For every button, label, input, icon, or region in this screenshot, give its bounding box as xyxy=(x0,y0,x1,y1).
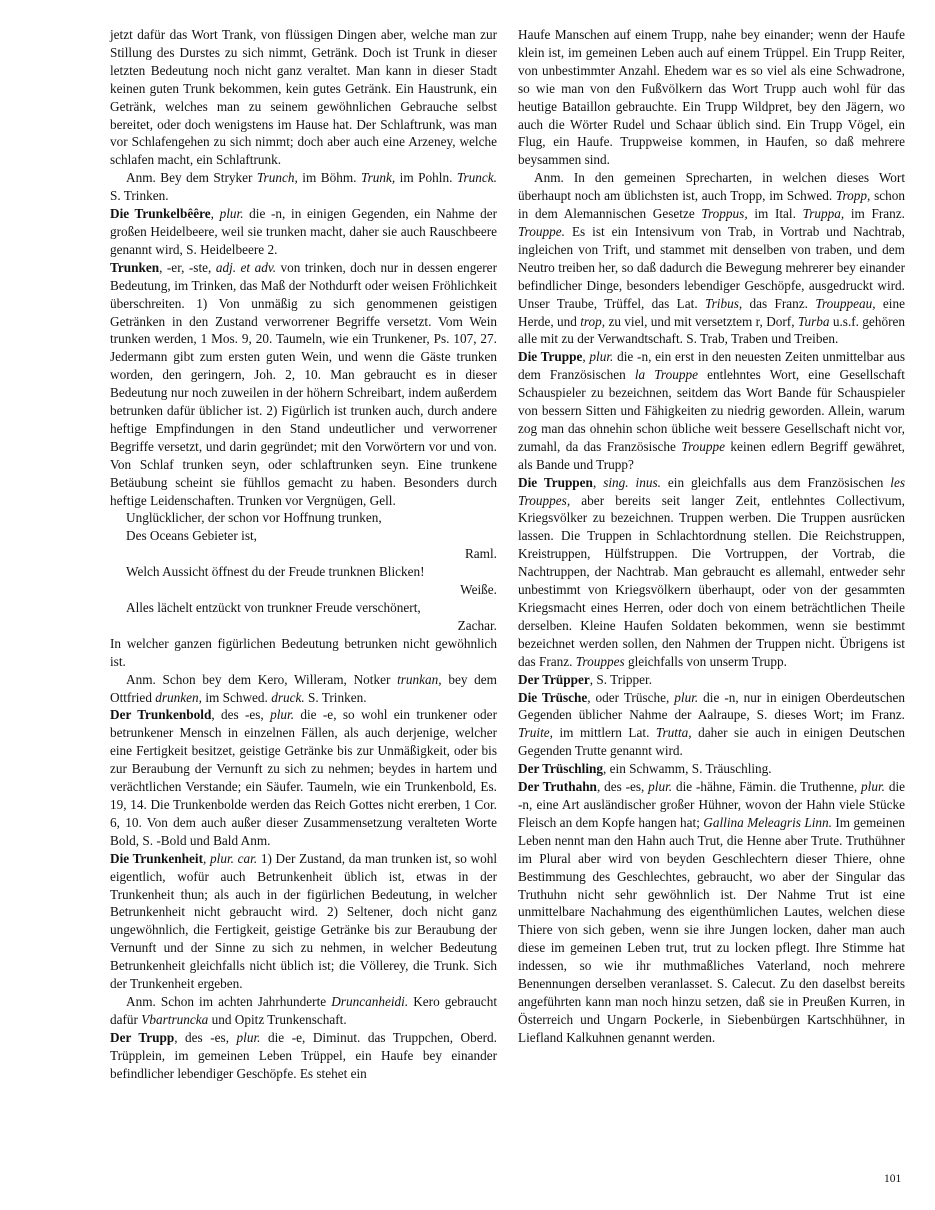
text-run: , xyxy=(592,474,604,490)
paragraph xyxy=(110,635,497,671)
paragraph xyxy=(518,689,905,761)
text-run: u.s.f. gehören alle mit zu der Verwandtschaft. S. Trab, Traben und Treiben. xyxy=(518,313,905,347)
text-run: Unglücklicher, der schon vor Hoffnung trunken, xyxy=(126,510,382,526)
text-run: von trinken, doch nur in dessen engerer Bedeutung, im Trinken, das Maß der Nothdurft oder weisen Fröhlichkeit überschreiten. 1) Von unmäßig zu sich genommenen geistigen Getränken in den Zustand verworrener Begriffe versetzt. Vom Wein trunken werden, 1 Mos. 9, 20. Taumeln, wie ein Trunkener, Ps. 107, 27. Jedermann gibt zum ersten guten Wein, und wenn die Gäste trunken worden, den geringern, Joh. 2, 10. Man gebraucht es in dieser Bedeutung nur noch zuweilen in der höhern Schreibart, indem außerdem betrunken dafür üblicher ist. 2) Figürlich ist trunken auch, durch andere heftige Empfindungen in den Stand undeutlicher und verworrener Begriffe versetzt, und darin gegründet; mit den Vorwörtern vor und von. Von Schlaf trunken seyn, oder schlaftrunken seyn. Eine trunkene Betäubung scheint sie fühllos gemacht zu haben. Besonders durch heftige Leidenschaften. Trunken vor Vergnügen, Gell. xyxy=(110,259,497,508)
text-run: entlehntes Wort, eine Gesellschaft Schauspieler zu bezeichnen, seitdem das Wort Bande für Schauspieler von bessern Sitten und Fähigkeiten zu niedrig geworden. Allein, warum zog man das ohnehin schon übliche weit bessere Gesellschaft nicht vor, zumahl, da das Französische xyxy=(518,367,905,454)
italic-text: la Trouppe xyxy=(634,367,698,383)
text-run: ein gleichfalls aus dem Französischen xyxy=(660,474,891,490)
text-run: Haufe Manschen auf einem Trupp, nahe bey einander; wenn der Haufe klein ist, im gemeinen Leben auch auf einem Trüppel. Ein Trupp Reiter, von unbestimmter Anzahl. Ehedem war es so viel als eine Schwadrone, so wie man von den Fußvölkern das Wort Trupp auch wohl für das heutige Bataillon gebrauchte. Ein Trupp Wildpret, bey den Jägern, wo auch die Wörter Rudel und Schaar üblich sind. Ein Trupp Vögel, ein Flug, ein Haufe. Truppweise kommen, in Haufen, so daß mehrere beysammen sind. xyxy=(518,27,905,168)
paragraph xyxy=(518,26,905,169)
paragraph xyxy=(110,1029,497,1083)
text-run: Kero gebraucht dafür xyxy=(110,993,497,1027)
paragraph xyxy=(518,671,905,689)
text-run: aber bereits seit langer Zeit, entlehntes Collectivum, Kriegsvölker zu bezeichnen. Truppen werben. Die Truppen ausrücken lassen. Die Truppen in Schlachtordnung stellen. Die Reichstruppen, Kreistruppen, Hülfstruppen. Die Vortruppen, der Vortrab, die Nachtruppen, der Nachtrab. Man gebraucht es allemahl, entweder sehr unbestimmt von Kriegsvölkern überhaupt, oder von der gesammten Kriegsmacht eines Herren, oder doch von einem beträchtlichen Theile derselben. Kleine Haufen Soldaten bekommen, wenn sie bestimmt bezeichnet werden sollen, den Nahmen der Truppen nicht. Übrigens ist das Franz. xyxy=(518,492,905,669)
paragraph xyxy=(110,671,497,707)
text-run: Im gemeinen Leben nennt man den Hahn auch Trut, die Henne aber Trute. Truthühner im Plural aber wird von beyden Geschlechtern dieser Thiere, ohne Bestimmung des Geschlechtes, gebraucht, wo aber der Singular das Truthuhn nicht sehr gewöhnlich ist. Der Nahme Trut ist eine unmittelbare Nachahmung des eigenthümlichen Lautes, welchen diese Thiere von sich geben, wenn sie ihre Jungen locken, daher man auch diese im gemeinen Leben trut, trut zu locken pflegt. Ihre Stimme hat indessen, so wie ihr muthmaßliches Vaterland, noch mehrere Benennungen derselben veranlasset. S. Calecut. Zu den daselbst bereits angeführten kann man noch hinzu setzen, daß sie in Preußen Kurren, in Österreich und Ungarn Pockerle, in Siebenbürgen Kartschhühner, in Liefland Kalkuhnen genannt werden. xyxy=(518,814,905,1045)
text-run: schon in dem Alemannischen Gesetze xyxy=(518,188,905,222)
text-run: im mittlern Lat. xyxy=(552,725,656,741)
text-run: Welch Aussicht öffnest du der Freude trunknen Blicken! xyxy=(126,564,425,580)
italic-text: Trunk, xyxy=(360,170,396,186)
text-run: im Böhm. xyxy=(297,170,361,186)
text-run: daher sie auch in einigen Deutschen Gegenden Trutte genannt wird. xyxy=(518,725,906,759)
italic-text: Trouppe. xyxy=(518,223,565,239)
entry-headword: Die Trüsche xyxy=(518,689,588,705)
italic-text: Turba xyxy=(797,313,830,329)
italic-text: Trouppe xyxy=(681,438,726,454)
italic-text: Trunck. xyxy=(456,170,497,186)
text-run: 1) Der Zustand, da man trunken ist, so wohl eigentlich, wofür auch Betrunkenheit üblich ist, etwas in der Trunkenheit thun; als auch in der figürlichen Bedeutung, in welcher Betrunkenheit nicht gebraucht wird. 2) Seltener, doch nicht ganz ungewöhnlich, die Fertigkeit, geistige Getränke bis zur Beraubung der Vernunft und der Sinne zu sich zu nehmen, in welcher Bedeutung Betrunkenheit gleichfalls nicht üblich ist; die Völlerey, die Trunk. Sich der Trunkenheit ergeben. xyxy=(110,850,498,992)
verse-line xyxy=(110,509,497,527)
text-run: Es ist ein Intensivum von Trab, in Vortrab und Nachtrab, ingleichen von Trift, und stammet mit denselben von traben, und dem Neutro treiben her, so daß dadurch die Bewegung mehrerer bey einander befindlicher Dinge, besonders lebendiger Geschöpfe, ausgedruckt wird. Unser Traube, Trüffel, das Lat. xyxy=(518,223,905,311)
italic-text: Trouppes xyxy=(575,653,625,669)
paragraph xyxy=(518,474,905,671)
text-run: , xyxy=(210,206,220,222)
entry-headword: Der Trüpper xyxy=(518,671,590,687)
text-run: und Opitz Trunkenschaft. xyxy=(208,1011,347,1027)
text-run: , xyxy=(582,349,590,365)
paragraph xyxy=(518,169,905,348)
italic-text: Gallina Meleagris Linn. xyxy=(703,814,832,830)
entry-headword: Die Truppen xyxy=(518,474,593,490)
entry-headword: Der Trunkenbold xyxy=(110,707,212,723)
italic-text: Trutta, xyxy=(655,725,692,741)
text-run: die -hähne, Fämin. die Truthenne, xyxy=(672,779,862,795)
paragraph xyxy=(110,26,497,169)
text-run: eine Herde, und xyxy=(518,295,905,329)
paragraph xyxy=(110,706,497,849)
quote-attribution xyxy=(110,581,497,599)
text-run: Anm. Bey dem Stryker xyxy=(126,170,257,186)
entry-headword: Trunken xyxy=(110,259,160,275)
text-run: das Franz. xyxy=(742,295,816,311)
italic-text: trunkan, xyxy=(397,671,442,687)
text-run: die -e, so wohl ein trunkener oder betrunkener Mensch in einzelnen Fällen, als auch derjenige, welcher eine Fertigkeit besitzet, geistige Getränke bis zur Unmäßigkeit, oder bis zur Beraubung der Vernunft zu sich zu nehmen; beydes in hartem und verächtlichen Verstande; ein Säufer. Taumeln, wie ein Trunkenbold, Es. 19, 14. Die Trunkenbolde werden das Reich Gottes nicht ererben, 1 Cor. 6, 10. Von dem auch außer dieser Zusammensetzung veralteten Worte Bold, S. -Bold und Bald Anm. xyxy=(110,707,497,848)
text-run: , oder Trüsche, xyxy=(587,689,675,705)
text-run: die -e, Diminut. das Truppchen, Oberd. Trüpplein, im gemeinen Leben Trüppel, ein Haufe bey einander befindlicher lebendiger Geschöpfe. Es stehet ein xyxy=(110,1029,497,1081)
left-column xyxy=(110,26,497,1082)
text-run: Raml. xyxy=(464,546,497,562)
italic-text: trop, xyxy=(580,313,606,329)
paragraph xyxy=(110,259,497,510)
text-run: , des -es, xyxy=(174,1029,237,1045)
text-run: S. Trinken. xyxy=(110,188,169,204)
italic-text: plur. xyxy=(236,1029,261,1045)
italic-text: plur. xyxy=(270,707,295,723)
italic-text: Tribus, xyxy=(704,295,743,311)
text-run: im Pohln. xyxy=(395,170,457,186)
text-run: Zachar. xyxy=(457,617,497,633)
text-run: Anm. In den gemeinen Sprecharten, in welchen dieses Wort überhaupt noch am üblichsten ist, auch Tropp, im Schwed. xyxy=(518,170,905,204)
text-run: im Ital. xyxy=(747,206,803,222)
entry-headword: Der Trüschling xyxy=(518,761,604,777)
italic-text: drunken, xyxy=(155,689,202,705)
text-run: Des Oceans Gebieter ist, xyxy=(126,528,257,544)
italic-text: Trouppeau, xyxy=(815,295,876,311)
text-run: , ein Schwamm, S. Träuschling. xyxy=(603,761,772,777)
text-run: keinen edlern Begriff gewähret, als Bande und Trupp? xyxy=(518,438,905,472)
paragraph xyxy=(518,778,905,1047)
italic-text: Troppus, xyxy=(701,206,748,222)
italic-text: Tropp, xyxy=(835,188,871,204)
paragraph xyxy=(518,760,905,778)
text-run: Weiße. xyxy=(460,582,497,598)
text-run: , des -es, xyxy=(211,707,271,723)
italic-text: plur. car. xyxy=(210,850,258,866)
text-run: bey dem Ottfried xyxy=(110,671,497,705)
italic-text: plur. xyxy=(648,779,673,795)
verse-line xyxy=(110,527,497,545)
text-run: , des -es, xyxy=(596,779,649,795)
italic-text: plur. xyxy=(674,689,699,705)
italic-text: Trunch, xyxy=(256,170,298,186)
text-run: im Schwed. xyxy=(202,689,272,705)
italic-text: sing. inus. xyxy=(603,474,661,490)
quote-attribution xyxy=(110,617,497,635)
paragraph xyxy=(110,850,497,993)
italic-text: druck. xyxy=(271,689,305,705)
text-run: Alles lächelt entzückt von trunkner Freude verschönert, xyxy=(126,600,421,615)
italic-text: adj. et adv. xyxy=(215,259,277,275)
page-number: 101 xyxy=(884,1173,902,1185)
text-run: die -n, ein erst in den neuesten Zeiten unmittelbar aus dem Französischen xyxy=(518,349,906,383)
text-run: jetzt dafür das Wort Trank, von flüssigen Dingen aber, welche man zur Stillung des Durstes zu sich nimmt, Getränk. Doch ist Trunk in dieser letzten Bedeutung noch nicht ganz veraltet. Man kann in dieser Stadt keinen guten Trunk bekommen, kein gutes Getränk. Ein Haustrunk, ein Getränk, welches man zu seinem gewöhnlichen Gebrauche selbst bereitet, oder doch wenigstens im Hause hat. Der Schlaftrunk, was man vor Schlafengehen zu sich nimmt; doch aber auch eine Arzeney, welche schlafen macht, ein Schlaftrunk. xyxy=(110,27,497,168)
right-column xyxy=(518,26,905,1047)
text-run: S. Trinken. xyxy=(304,689,367,705)
italic-text: Truite, xyxy=(518,725,553,741)
entry-headword: Die Trunkelbêêre xyxy=(110,206,211,222)
quote-attribution xyxy=(110,545,497,563)
entry-headword: Der Trupp xyxy=(110,1029,175,1045)
text-run: Anm. Schon im achten Jahrhunderte xyxy=(126,993,332,1009)
text-run: zu viel, und mit versetztem r, Dorf, xyxy=(605,313,798,329)
italic-text: les Trouppes, xyxy=(518,474,905,508)
italic-text: plur. xyxy=(219,206,244,222)
text-run: im Franz. xyxy=(844,206,905,222)
text-run: , -er, -ste, xyxy=(159,259,216,275)
italic-text: Druncanheidi. xyxy=(331,993,409,1009)
paragraph xyxy=(518,348,905,473)
italic-text: Truppa, xyxy=(802,206,845,222)
text-run: die -n, in einigen Gegenden, ein Nahme der großen Heidelbeere, weil sie trunken macht, daher sie auch Rauschbeere genannt wird, S. Heidelbeere 2. xyxy=(110,206,497,257)
text-run: , xyxy=(203,850,211,866)
paragraph xyxy=(110,205,497,259)
paragraph xyxy=(110,993,497,1029)
text-run: gleichfalls von unserm Trupp. xyxy=(624,653,787,669)
verse-line xyxy=(110,599,497,617)
text-run: Anm. Schon bey dem Kero, Willeram, Notker xyxy=(126,671,398,687)
italic-text: Vbartruncka xyxy=(141,1011,209,1027)
italic-text: plur. xyxy=(861,779,885,795)
verse-line xyxy=(110,563,497,581)
italic-text: plur. xyxy=(589,349,614,365)
text-run: , S. Tripper. xyxy=(589,671,653,687)
entry-headword: Die Trunkenheit xyxy=(110,850,204,866)
entry-headword: Die Truppe xyxy=(518,349,583,365)
entry-headword: Der Truthahn xyxy=(518,779,597,795)
text-run: In welcher ganzen figürlichen Bedeutung betrunken nicht gewöhnlich ist. xyxy=(110,635,497,669)
paragraph xyxy=(110,169,497,205)
text-run: die -n, nur in einigen Oberdeutschen Gegenden üblicher Nahme der Aalraupe, S. dieses Wort; im Franz. xyxy=(518,689,905,723)
text-run: die -n, eine Art ausländischer großer Hühner, wovon der Hahn viele Stücke Fleisch an dem Kopfe hangen hat; xyxy=(518,779,905,830)
